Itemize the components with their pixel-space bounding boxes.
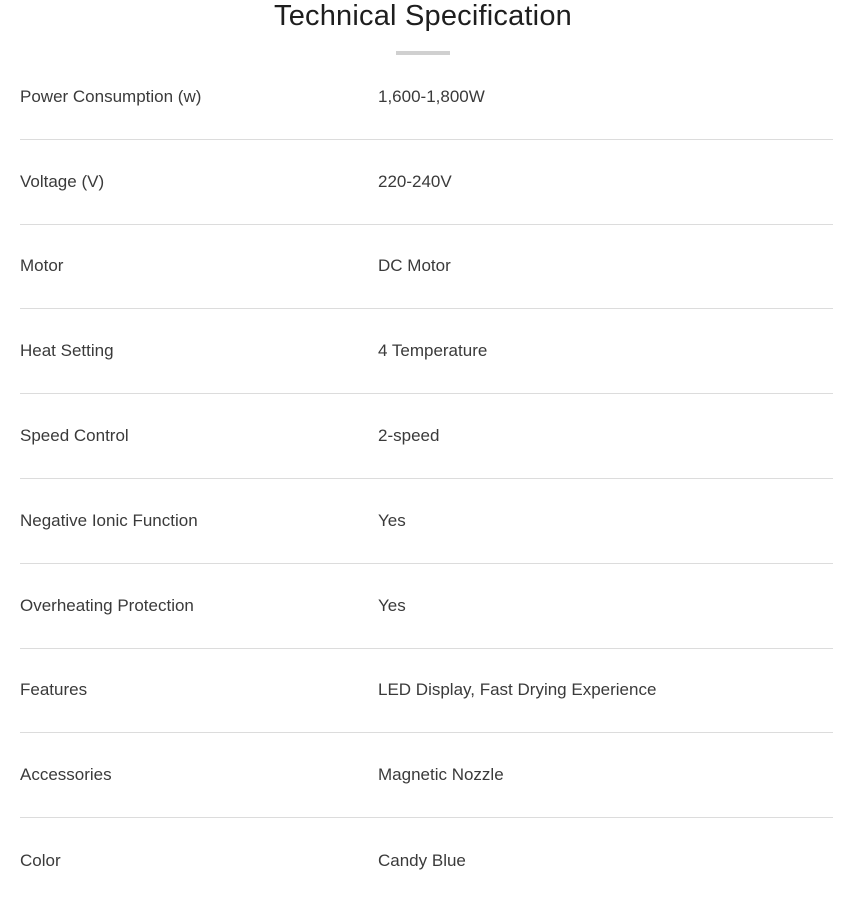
spec-row (20, 479, 833, 564)
spec-label: Accessories (20, 765, 112, 785)
spec-label: Motor (20, 256, 64, 276)
spec-table (20, 55, 833, 903)
spec-row (20, 55, 833, 140)
spec-label: Voltage (V) (20, 171, 105, 191)
spec-row (20, 818, 833, 903)
spec-label: Speed Control (20, 426, 129, 446)
spec-label: Features (20, 680, 88, 700)
spec-value: 4 Temperature (378, 341, 488, 361)
spec-value: Yes (378, 595, 406, 615)
spec-label: Power Consumption (w) (20, 86, 202, 106)
spec-row (20, 564, 833, 649)
section-title: Technical Specification (274, 0, 572, 32)
spec-row (20, 394, 833, 479)
spec-row (20, 225, 833, 310)
spec-value: LED Display, Fast Drying Experience (378, 680, 657, 700)
spec-value: 1,600-1,800W (378, 86, 485, 106)
spec-label: Negative Ionic Function (20, 510, 198, 530)
spec-label: Overheating Protection (20, 595, 194, 615)
spec-value: 2-speed (378, 426, 440, 446)
spec-row (20, 140, 833, 225)
spec-value: Magnetic Nozzle (378, 765, 504, 785)
spec-label: Heat Setting (20, 341, 114, 361)
spec-value: DC Motor (378, 256, 451, 276)
spec-value: 220-240V (378, 171, 452, 191)
spec-row (20, 309, 833, 394)
spec-row (20, 649, 833, 734)
spec-value: Candy Blue (378, 850, 466, 870)
spec-value: Yes (378, 510, 406, 530)
spec-label: Color (20, 850, 61, 870)
spec-row (20, 733, 833, 818)
